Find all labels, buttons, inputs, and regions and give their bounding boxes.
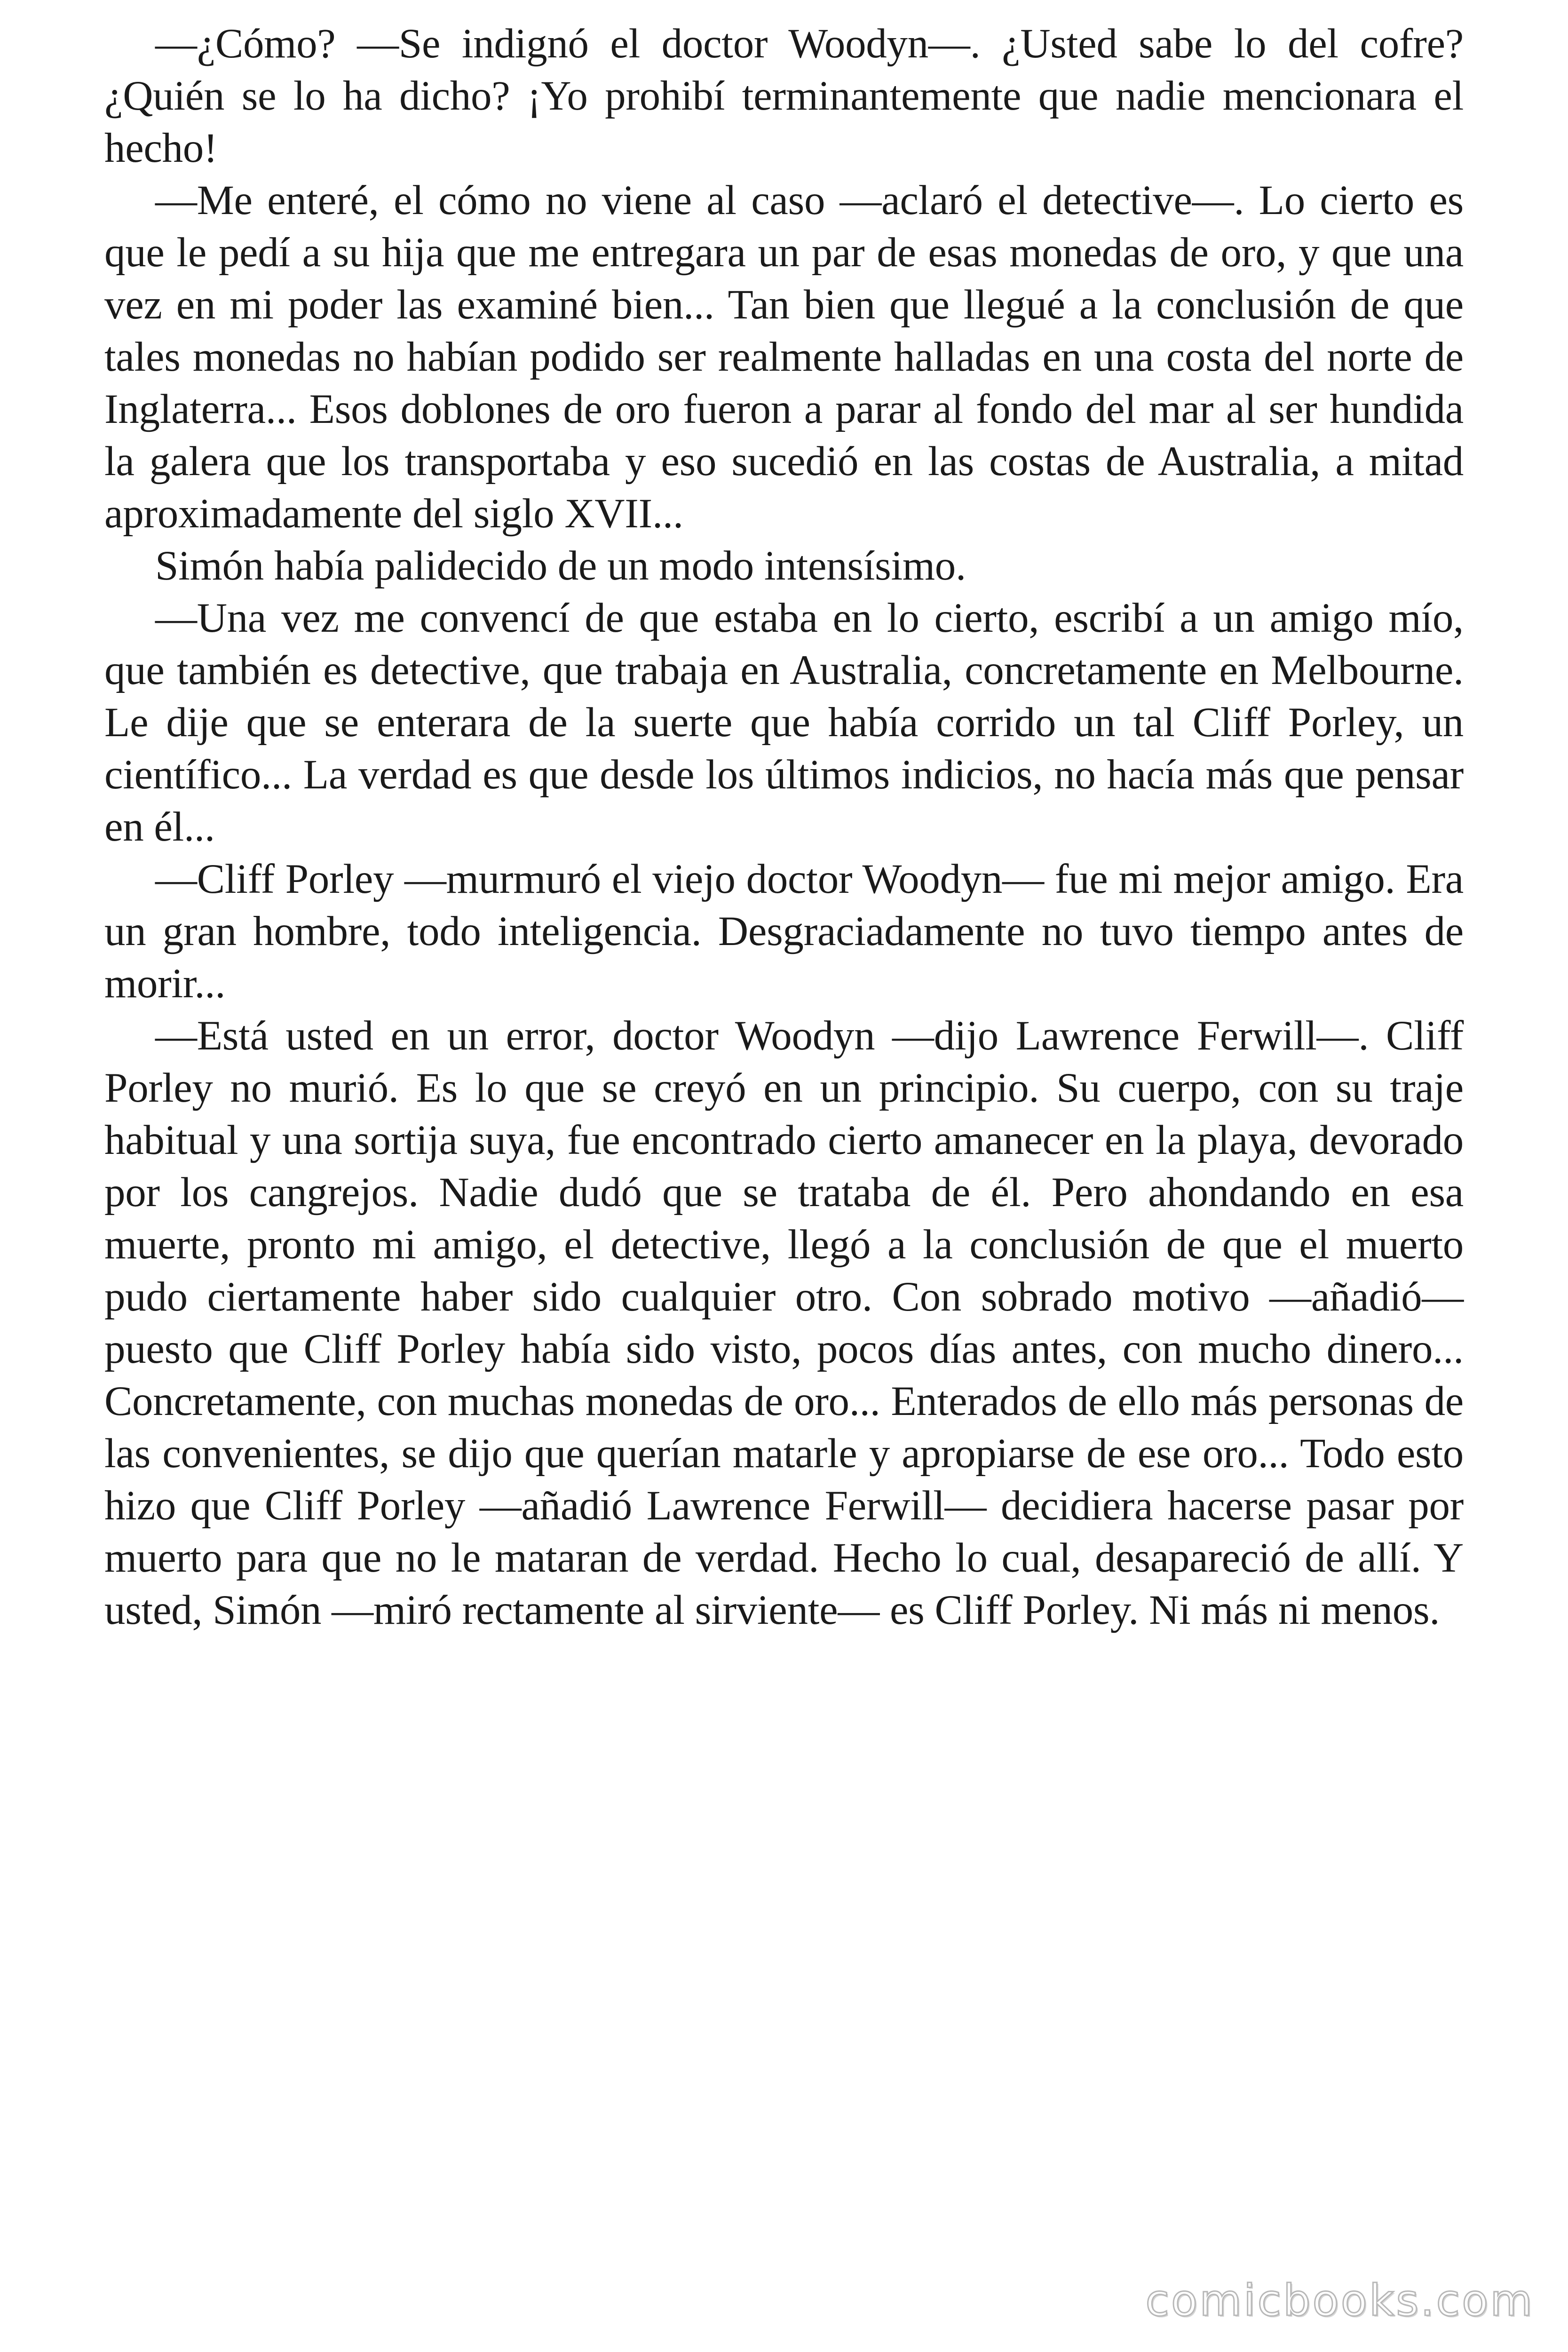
watermark: comicbooks.com <box>1145 2275 1534 2326</box>
paragraph: —Me enteré, el cómo no viene al caso —aclaró el detective—. Lo cierto es que le pedí a su hija que me entregara un par de esas monedas de oro, y que una vez en mi poder las examiné bien... Tan bien que llegué a la conclusión de que tales monedas no habían podido ser realmente halladas en una costa del norte de Inglaterra... Esos doblones de oro fueron a parar al fondo del mar al ser hundida la galera que los transportaba y eso sucedió en las costas de Australia, a mitad aproximadamente del siglo XVII... <box>104 177 1464 537</box>
paragraph: Simón había palidecido de un modo intensísimo. <box>155 543 966 589</box>
page-body <box>104 18 1464 1637</box>
paragraph: —Está usted en un error, doctor Woodyn —dijo Lawrence Ferwill—. Cliff Porley no murió. Es lo que se creyó en un principio. Su cuerpo, con su traje habitual y una sortija suya, fue encontrado cierto amanecer en la playa, devorado por los cangrejos. Nadie dudó que se trataba de él. Pero ahondando en esa muerte, pronto mi amigo, el detective, llegó a la conclusión de que el muerto pudo ciertamente haber sido cualquier otro. Con sobrado motivo —añadió— puesto que Cliff Porley había sido visto, pocos días antes, con mucho dinero... Concretamente, con muchas monedas de oro... Enterados de ello más personas de las convenientes, se dijo que querían matarle y apropiarse de ese oro... Todo esto hizo que Cliff Porley —añadió Lawrence Ferwill— decidiera hacerse pasar por muerto para que no le mataran de verdad. Hecho lo cual, desapareció de allí. Y usted, Simón —miró rectamente al sirviente— es Cliff Porley. Ni más ni menos. <box>104 1013 1464 1633</box>
paragraph: —Una vez me convencí de que estaba en lo cierto, escribí a un amigo mío, que también es detective, que trabaja en Australia, concretamente en Melbourne. Le dije que se enterara de la suerte que había corrido un tal Cliff Porley, un científico... La verdad es que desde los últimos indicios, no hacía más que pensar en él... <box>104 595 1464 850</box>
paragraph: —¿Cómo? —Se indignó el doctor Woodyn—. ¿Usted sabe lo del cofre? ¿Quién se lo ha dicho? ¡Yo prohibí terminantemente que nadie mencionara el hecho! <box>104 21 1464 171</box>
paragraph: —Cliff Porley —murmuró el viejo doctor Woodyn— fue mi mejor amigo. Era un gran hombre, todo inteligencia. Desgraciadamente no tuvo tiempo antes de morir... <box>104 856 1464 1007</box>
